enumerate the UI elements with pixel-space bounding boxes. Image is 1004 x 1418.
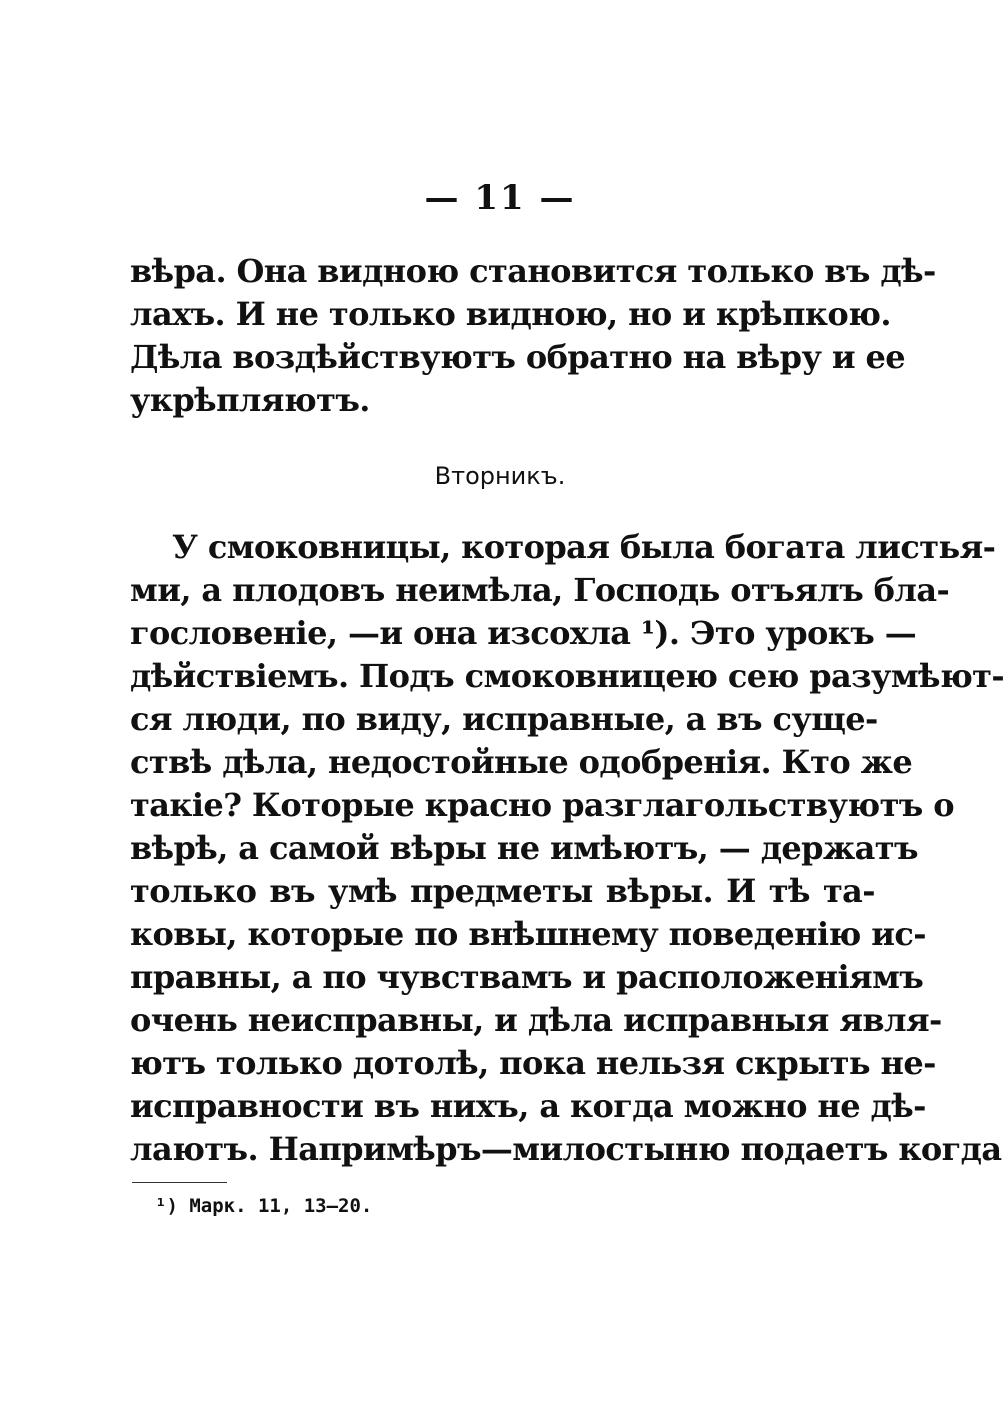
text-line: ми, а плодовъ неимѣла, Господь отъялъ бла- <box>130 571 950 609</box>
text-line: только въ умѣ предметы вѣры. И тѣ та- <box>130 872 875 910</box>
footnote <box>155 1195 372 1217</box>
text-line: вѣра. Она видною становится только въ дѣ- <box>130 252 936 290</box>
text-line: гословеніе, —и она изсохла ¹). Это урокъ — <box>130 614 917 652</box>
text-line: лаютъ. Напримѣръ—милостыню подаетъ когда <box>130 1130 1002 1168</box>
text-line: ковы, которые по внѣшнему поведенію ис- <box>130 915 926 953</box>
text-line: исправности въ нихъ, а когда можно не дѣ- <box>130 1087 926 1125</box>
text-line: У смоковницы, которая была богата листья- <box>172 528 996 566</box>
text-line: ся люди, по виду, исправные, а въ суще- <box>130 700 878 738</box>
text-line: укрѣпляютъ. <box>130 381 370 419</box>
text-line: Дѣла воздѣйствуютъ обратно на вѣру и ее <box>130 338 906 376</box>
text-line: вѣрѣ, а самой вѣры не имѣютъ, — держатъ <box>130 829 918 867</box>
paragraph-1 <box>130 250 936 422</box>
text-line: лахъ. И не только видною, но и крѣпкою. <box>130 295 891 333</box>
footnote-divider <box>132 1182 227 1183</box>
page-number: — 11 — <box>424 178 576 218</box>
section-heading: Вторникъ. <box>434 462 566 490</box>
text-line: правны, а по чувствамъ и расположеніямъ <box>130 958 924 996</box>
text-line: ютъ только дотолѣ, пока нельзя скрыть не- <box>130 1044 936 1082</box>
paragraph-2 <box>130 526 1004 1171</box>
text-line: ствѣ дѣла, недостойные одобренія. Кто же <box>130 743 913 781</box>
footnote-text: Марк. 11, 13—20. <box>189 1195 373 1217</box>
text-line: очень неисправны, и дѣла исправныя явля- <box>130 1001 942 1039</box>
text-line: дѣйствіемъ. Подъ смоковницею сею разумѣют- <box>130 657 1004 695</box>
text-line: такіе? Которые красно разглагольствуютъ о <box>130 786 955 824</box>
footnote-marker: ¹) <box>155 1195 178 1217</box>
